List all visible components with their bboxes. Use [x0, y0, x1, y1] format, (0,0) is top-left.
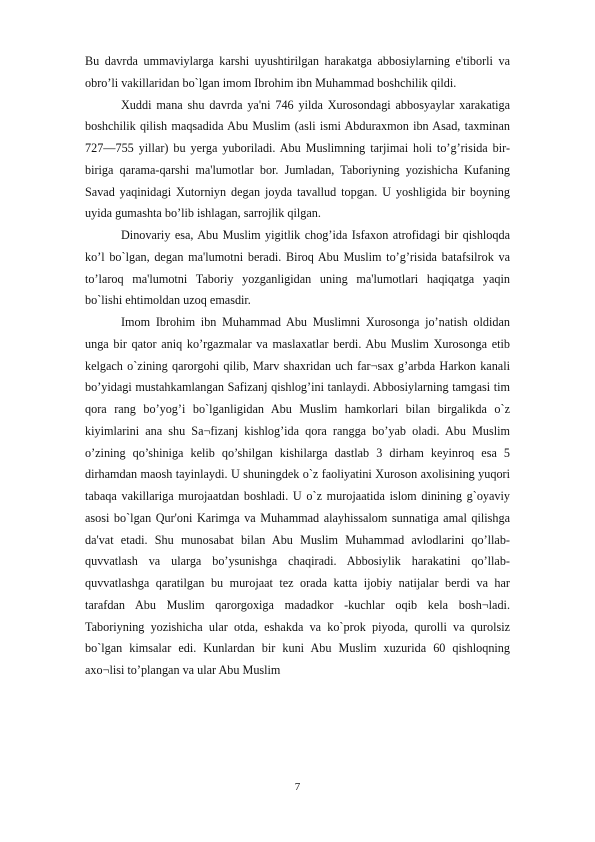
- page-number: 7: [294, 781, 301, 793]
- body-text: [85, 51, 510, 682]
- paragraph: Imom Ibrohim ibn Muhammad Abu Muslimni Xurosonga jo’natish oldidan unga bir qator aniq ko’rgazmalar va maslaxatlar berdi. Abu Muslim Xurosonga etib kelgach o`zining qarorgohi qilib, Marv shaxridan uch far¬sax g’arbda Harkon kanali bo’yidagi mustahkamlangan Safizanj qishlog’ini tanlaydi. Abbosiylarning tamgasi tim qora rang bo’yog’i bo`lganligidan Abu Muslim hamkorlari bilan birgalikda o`z kiyimlarini ana shu Sa¬fizanj kishlog’ida qora rangga bo’yab oladi. Abu Muslim o’zining qo’shiniga kelib qo’shilgan kishilarga dastlab 3 dirham keyinroq esa 5 dirhamdan maosh tayinlaydi. U shuningdek o`z faoliyatini Xuroson axolisining yuqori tabaqa vakillariga murojaatdan boshladi. U o`z murojaatida islom dinining g`oyaviy asosi bo`lgan Qur'oni Karimga va Muhammad alayhissalom sunnatiga amal qilishga da'vat etadi. Shu munosabat bilan Abu Muslim Muhammad avlodlarini qo’llab-quvvatlash va ularga bo’ysunishga chaqiradi. Abbosiylik harakatini qo’llab-quvvatlashga qaratilgan bu murojaat tez orada katta ijobiy natijalar berdi va har tarafdan Abu Muslim qarorgoxiga madadkor -kuchlar oqib kela bosh¬ladi. Taboriyning yozishicha ular otda, eshakda va ko`prok piyoda, qurolli va qurolsiz bo`lgan kimsalar edi. Kunlardan bir kuni Abu Muslim xuzurida 60 qishloqning axo¬lisi to’plangan va ular Abu Muslim: [85, 315, 510, 677]
- paragraph: Bu davrda ummaviylarga karshi uyushtirilgan harakatga abbosiylarning e'tiborli va obro’li vakillaridan bo`lgan imom Ibrohim ibn Muhammad boshchilik qildi.: [85, 54, 510, 90]
- paragraph: Dinovariy esa, Abu Muslim yigitlik chog’ida Isfaxon atrofidagi bir qishloqda ko’l bo`lgan, degan ma'lumotni beradi. Biroq Abu Muslim to’g’risida batafsilrok va to’laroq ma'lumotni Taboriy yozganligidan uning ma'lumotlari haqiqatga yaqin bo`lishi ehtimoldan uzoq emasdir.: [85, 228, 510, 308]
- paragraph: Xuddi mana shu davrda ya'ni 746 yilda Xurosondagi abbosyaylar xarakatiga boshchilik qilish maqsadida Abu Muslim (asli ismi Abduraxmon ibn Asad, taxminan 727—755 yillar) bu yerga yuboriladi. Abu Muslimning tarjimai holi to’g’risida bir-biriga qarama-qarshi ma'lumotlar bor. Jumladan, Taboriyning yozishicha Kufaning Savad yaqinidagi Xutorniyn degan joyda tavallud topgan. U yoshligida bir boyning uyida gumashta bo’lib ishlagan, sarrojlik qilgan.: [85, 97, 510, 221]
